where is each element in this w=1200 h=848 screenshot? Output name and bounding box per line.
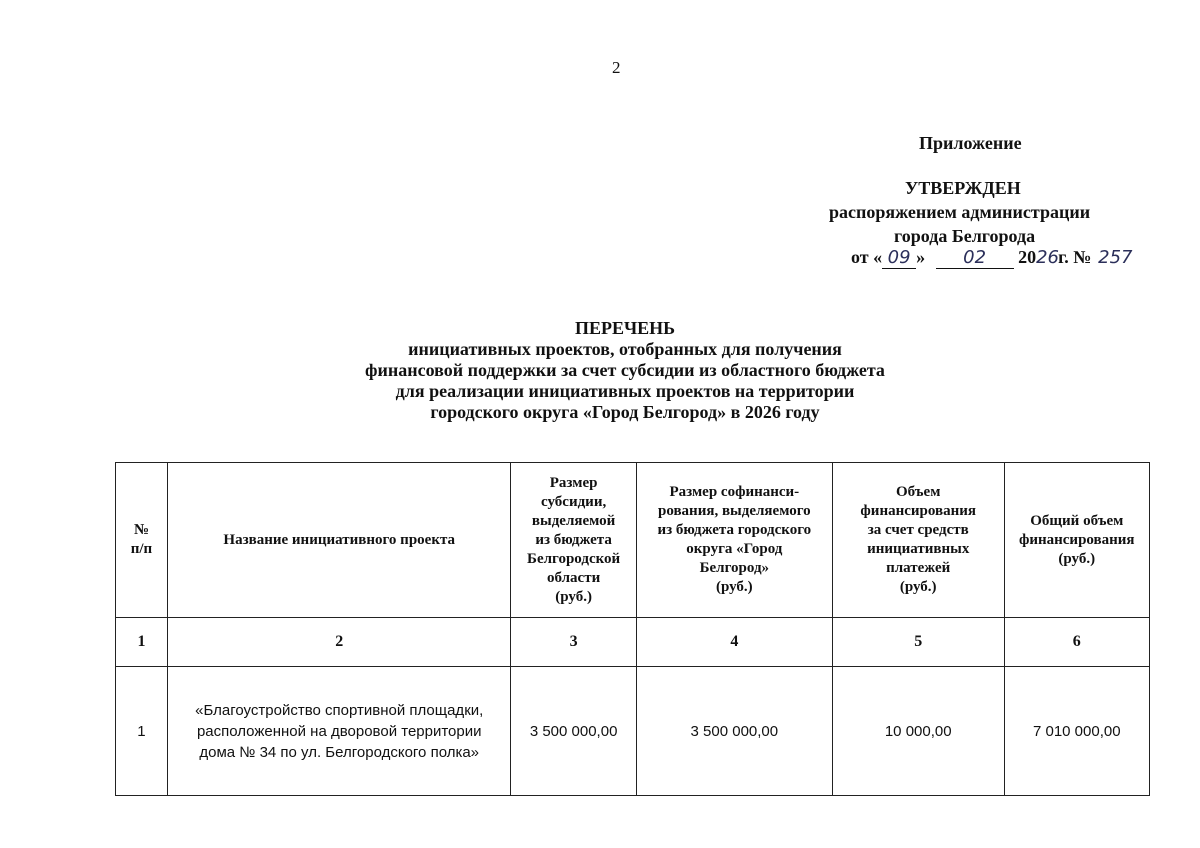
table-header-row: [116, 463, 1150, 618]
project-name-line: дома № 34 по ул. Белгородского полка»: [199, 743, 480, 761]
header-total-line: Общий объем: [1030, 512, 1124, 529]
header-cofinancing-line: Размер софинанси-: [669, 484, 800, 500]
header-cofinancing-line: Белгород»: [699, 560, 770, 576]
header-initiative-payments: [832, 463, 1004, 618]
approved-by-line1: распоряжением администрации: [829, 202, 1091, 222]
header-cofinancing-line: рования, выделяемого: [657, 503, 811, 519]
header-cofinancing-line: округа «Город: [686, 541, 783, 557]
header-initiative-line: за счет средств: [867, 522, 969, 538]
column-number-row: [116, 618, 1150, 667]
cofinancing-amount: 3 500 000,00: [636, 667, 832, 796]
header-subsidy-line: субсидии,: [541, 493, 607, 510]
header-initiative-line: Объем: [896, 484, 941, 500]
date-day-handwritten: 09: [882, 247, 916, 269]
document-title: [240, 318, 1010, 423]
header-subsidy-line: Размер: [549, 474, 598, 491]
title-line-1: ПЕРЕЧЕНЬ: [574, 318, 676, 338]
header-total-line: (руб.): [1058, 550, 1096, 567]
approved-by-line2: города Белгорода: [894, 226, 1036, 246]
header-initiative-line: платежей: [886, 560, 951, 576]
header-initiative-line: финансирования: [860, 503, 976, 519]
title-line-5: городского округа «Город Белгород» в 2026 году: [430, 402, 820, 422]
header-cofinancing-line: (руб.): [715, 579, 753, 595]
header-initiative-line: (руб.): [899, 579, 937, 595]
table-row: [116, 667, 1150, 796]
header-subsidy-line: (руб.): [555, 588, 592, 605]
header-cofinancing: [636, 463, 832, 618]
column-number: 6: [1004, 618, 1149, 667]
project-name-line: «Благоустройство спортивной площадки,: [195, 701, 484, 719]
project-name: [167, 667, 511, 796]
order-number-handwritten: 257: [1098, 247, 1133, 268]
header-cofinancing-line: из бюджета городского: [657, 522, 812, 538]
title-line-4: для реализации инициативных проектов на территории: [395, 381, 855, 401]
header-number: [116, 463, 168, 618]
appendix-label: Приложение: [919, 133, 1022, 153]
date-year-handwritten: 26: [1036, 247, 1060, 268]
date-year-prefix: 20: [1018, 247, 1037, 267]
approved-label: УТВЕРЖДЕН: [905, 178, 1021, 198]
header-number-line-2: п/п: [130, 541, 153, 557]
date-close-quote: »: [916, 247, 926, 267]
row-number: 1: [116, 667, 168, 796]
project-name-line: расположенной на дворовой территории: [196, 722, 482, 740]
column-number: 3: [511, 618, 636, 667]
date-month-handwritten: 02: [936, 247, 1014, 269]
total-amount: 7 010 000,00: [1004, 667, 1149, 796]
header-number-line-1: №: [133, 522, 150, 538]
column-number: 2: [167, 618, 511, 667]
projects-table: [115, 462, 1150, 796]
column-number: 1: [116, 618, 168, 667]
header-project-name: Название инициативного проекта: [167, 463, 511, 618]
title-line-3: финансовой поддержки за счет субсидии из областного бюджета: [365, 360, 885, 380]
column-number: 4: [636, 618, 832, 667]
subsidy-amount: 3 500 000,00: [511, 667, 636, 796]
header-subsidy-line: из бюджета: [535, 531, 612, 548]
header-total: [1004, 463, 1149, 618]
page-number: 2: [612, 58, 621, 77]
header-subsidy: [511, 463, 636, 618]
header-total-line: финансирования: [1018, 531, 1135, 548]
header-subsidy-line: Белгородской: [527, 550, 621, 567]
column-number: 5: [832, 618, 1004, 667]
title-line-2: инициативных проектов, отобранных для получения: [408, 339, 842, 359]
initiative-payments-amount: 10 000,00: [832, 667, 1004, 796]
header-subsidy-line: выделяемой: [531, 512, 616, 529]
date-prefix: от «: [851, 247, 883, 267]
approval-date-line: [851, 247, 1139, 269]
date-number-label: г. №: [1058, 247, 1092, 267]
header-initiative-line: инициативных: [867, 541, 970, 557]
header-subsidy-line: области: [547, 569, 601, 586]
